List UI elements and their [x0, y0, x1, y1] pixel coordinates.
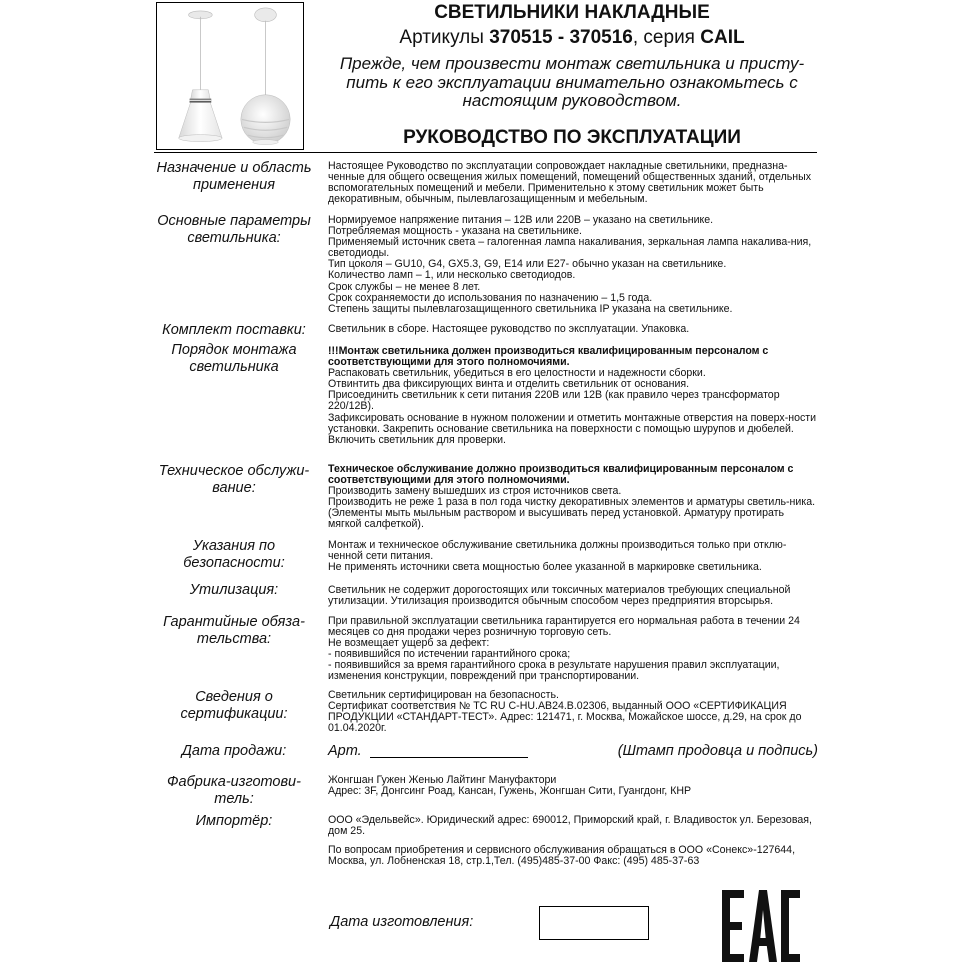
manual-heading: РУКОВОДСТВО ПО ЭКСПЛУАТАЦИИ — [403, 127, 741, 148]
warranty-label: Гарантийные обяза-тельства: — [163, 614, 305, 647]
document-title: СВЕТИЛЬНИКИ НАКЛАДНЫЕ — [434, 2, 710, 23]
disposal-label: Утилизация: — [189, 582, 279, 598]
series-name: CAIL — [700, 27, 745, 48]
seller-stamp-label: (Штамп продовца и подпись) — [617, 743, 818, 759]
install-text: !!!Монтаж светильника должен производиться квалифицированным персоналом с соответствующими для этого полномочиями. Распаковать светильник, убедиться в его целостности и надежности сборки. Отвинтить два фиксирующих винта и отделить светильник от основания. Присоединить светильник к сети питания 220В или 12В (как правило через трансформатор 220/12В). Зафиксировать основание в нужном положении и отметить монтажные отверстия на поверх-ности установки. Закрепить основание светильника на поверхности с помощью шурупов и дюбелей. Включить светильник для проверки. — [328, 345, 817, 446]
service-contact-text: По вопросам приобретения и сервисного обслуживания обращаться в ООО «Сонекс»-127644, Москва, ул. Лобненская 18, стр.1,Тел. (495)485-37-00 Факс: (495) 485-37-63 — [328, 844, 796, 868]
cone-lamp-icon — [179, 11, 222, 142]
articles-prefix: Артикулы — [399, 27, 490, 48]
importer-text: ООО «Эдельвейс». Юридический адрес: 690012, Приморский край, г. Владивосток ул. Березовая, дом 25. — [328, 814, 812, 838]
params-text: Нормируемое напряжение питания – 12В или 220В – указано на светильнике. Потребляемая мощность - указана на светильнике. Применяемый источник света – галогенная лампа накаливания, зеркальная лампа накалива-ния, светодиоды. Тип цоколя – GU10, G4, GX5.3, G9, E14 или E27- обычно указан на светильнике. Количество ламп – 1, или несколько светодиодов. Срок службы – не менее 8 лет. Срок сохраняемости до использования по назначению – 1,5 года. Степень защиты пылевлагозащищенного светильника IP указана на светильнике. — [328, 214, 812, 315]
cert-text: Светильник сертифицирован на безопасность. Сертификат соответствия № ТС RU C-HU.AB24.B.02306, выданный ООО «СЕРТИФИКАЦИЯ ПРОДУКЦИИ «СТАНДАРТ-ТЕСТ». Адрес: 121471, г. Москва, Можайское шоссе, д.29, на срок до 01.04.2020г. — [328, 689, 802, 735]
importer-label: Импортёр: — [195, 813, 273, 829]
service-label: Техническое обслужи-вание: — [158, 463, 310, 496]
manufacture-date-label: Дата изготовления: — [330, 914, 474, 930]
safety-text: Монтаж и техническое обслуживание светильника должны производиться только при отклю-ченной сети питания. Не применять источники света мощностью более указанной в маркировке светильника. — [328, 539, 787, 574]
kit-label: Комплект поставки: — [162, 322, 306, 338]
article-field-label: Арт. — [328, 743, 362, 759]
articles-line — [316, 27, 828, 49]
sphere-lamp-icon — [241, 8, 290, 145]
service-text: Техническое обслуживание должно производиться квалифицированным персоналом с соответствующими для этого полномочиями. Производить замену вышедших из строя источников света. Производить не реже 1 раза в пол года чистку декоративных элементов и арматуры светиль-ника. (Элементы мыть мыльным раствором и высушивать перед установкой. Арматуру протирать мягкой салфеткой). — [328, 463, 816, 531]
safety-label: Указания по безопасности: — [183, 538, 285, 571]
kit-text: Светильник в сборе. Настоящее руководство по эксплуатации. Упаковка. — [328, 323, 690, 335]
sale-date-field — [328, 743, 818, 763]
header-divider — [154, 152, 817, 153]
install-label: Порядок монтажа светильника — [171, 342, 297, 375]
sale-date-label: Дата продажи: — [181, 743, 287, 759]
disposal-text: Светильник не содержит дорогостоящих или токсичных материалов требующих специальной утилизации. Утилизация производится обычным способом через предприятия вторсырья. — [328, 584, 791, 608]
article-underline — [370, 757, 528, 758]
manufacture-date-box — [539, 906, 649, 940]
purpose-text: Настоящее Руководство по эксплуатации сопровождает накладные светильники, предназна-ченные для общего освещения жилых помещений, помещений общественных зданий, отдельных вспомогательных помещений и мебели. Применительно к этому светильник может быть декоративным, обычным, пылевлагозащищенным и мебельным. — [328, 160, 812, 206]
articles-series: , серия — [632, 27, 701, 48]
factory-text: Жонгшан Гужен Женью Лайтинг Мануфактори Адрес: 3F, Донгсинг Роад, Кансан, Гужень, Жонгшан Сити, Гуангдонг, КНР — [328, 774, 692, 798]
read-manual-warning: Прежде, чем произвести монтаж светильника и присту-пить к его эксплуатации внимательно ознакомьтесь с настоящим руководством. — [339, 54, 805, 110]
articles-numbers: 370515 - 370516 — [489, 27, 633, 48]
cert-label: Сведения о сертификации: — [180, 689, 288, 722]
product-photo — [156, 2, 304, 150]
warranty-text: При правильной эксплуатации светильника гарантируется его нормальная работа в течении 24 месяцев со дня продажи через розничную торговую сеть. Не возмещает ущерб за дефект: - появившийся по истечении гарантийного срока; - появившийся за время гарантийного срока в результате нарушения правил эксплуатации, изменения конструкции, повреждений при транспортировании. — [328, 615, 800, 683]
factory-label: Фабрика-изготови-тель: — [167, 774, 301, 807]
purpose-label: Назначение и область применения — [156, 160, 312, 193]
params-label: Основные параметры светильника: — [157, 213, 311, 246]
eac-mark-icon — [720, 888, 802, 964]
